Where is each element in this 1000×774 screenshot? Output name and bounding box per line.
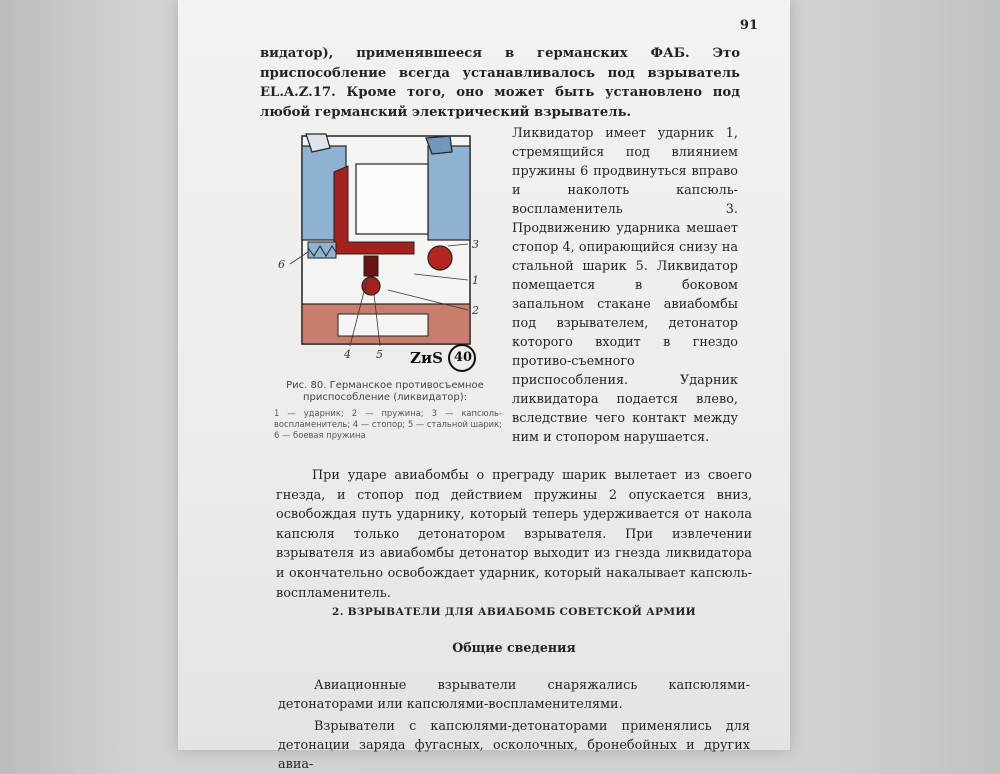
callout-5: 5 [376, 348, 383, 361]
section-heading: 2. ВЗРЫВАТЕЛИ ДЛЯ АВИАБОМБ СОВЕТСКОЙ АРМИИ [332, 606, 696, 618]
callout-4: 4 [344, 348, 351, 361]
detonator-well [356, 164, 428, 234]
stamp-text: ZиS [410, 349, 443, 367]
callout-3: 3 [472, 238, 479, 251]
steel-ball [362, 277, 380, 295]
callout-6: 6 [278, 258, 285, 271]
figure-80-drawing [268, 124, 498, 384]
primer-cap [428, 246, 452, 270]
callout-2: 2 [472, 304, 479, 317]
stamp-number: 40 [454, 350, 473, 365]
side-column-text: Ликвидатор имеет ударник 1, стремящийся под влиянием пружины 6 продвинуться вправо и наколоть капсюль-воспламенитель 3. Продвижению ударника мешает стопор 4, опирающийся снизу на стальной шарик 5. Ликвидатор помещается в боковом запальном стакане авиабомбы под взрывателем, детонатор которого входит в гнездо противо-съемного приспособления. Ударник ликвидатора подается влево, вследствие чего контакт между ним и стопором нарушается. [512, 126, 738, 445]
section-paragraph: Взрыватели с капсюлями-детонаторами применялись для детонации заряда фугасных, осколочных, бронебойных и других авиа- [278, 719, 750, 772]
callout-1: 1 [472, 274, 479, 287]
body-paragraph: При ударе авиабомбы о преграду шарик вылетает из своего гнезда, и стопор под действием пружины 2 опускается вниз, освобождая путь ударнику, который теперь удерживается от накола капсюля только детонатором взрывателя. При извлечении взрывателя из авиабомбы детонатор выходит из гнезда ликвидатора и окончательно освобождает ударник, который накалывает капсюль-воспламенитель. [276, 468, 752, 601]
figure-caption-legend: 1 — ударник; 2 — пружина; 3 — капсюль-воспламенитель; 4 — стопор; 5 — стальной шарик; 6 — боевая пружина [274, 408, 502, 440]
figure-caption-title: Рис. 80. Германское противосъемное приспособление (ликвидатор): [286, 380, 484, 403]
section-subheading: Общие сведения [452, 640, 576, 655]
book-page [178, 0, 790, 772]
section-paragraph: Авиационные взрыватели снаряжались капсюлями-детонаторами или капсюлями-воспламенителями. [278, 678, 750, 712]
base-recess [338, 314, 428, 336]
page-number: 91 [739, 18, 758, 33]
intro-paragraph: видатор), применявшееся в германских ФАБ. Это приспособление всегда устанавливалось под взрыватель EL.A.Z.17. Кроме того, оно может быть установлено под любой германский электрический взрыватель. [260, 46, 740, 120]
stopper [364, 256, 378, 276]
liquidator-cross-section [268, 124, 498, 384]
right-housing [428, 146, 470, 240]
